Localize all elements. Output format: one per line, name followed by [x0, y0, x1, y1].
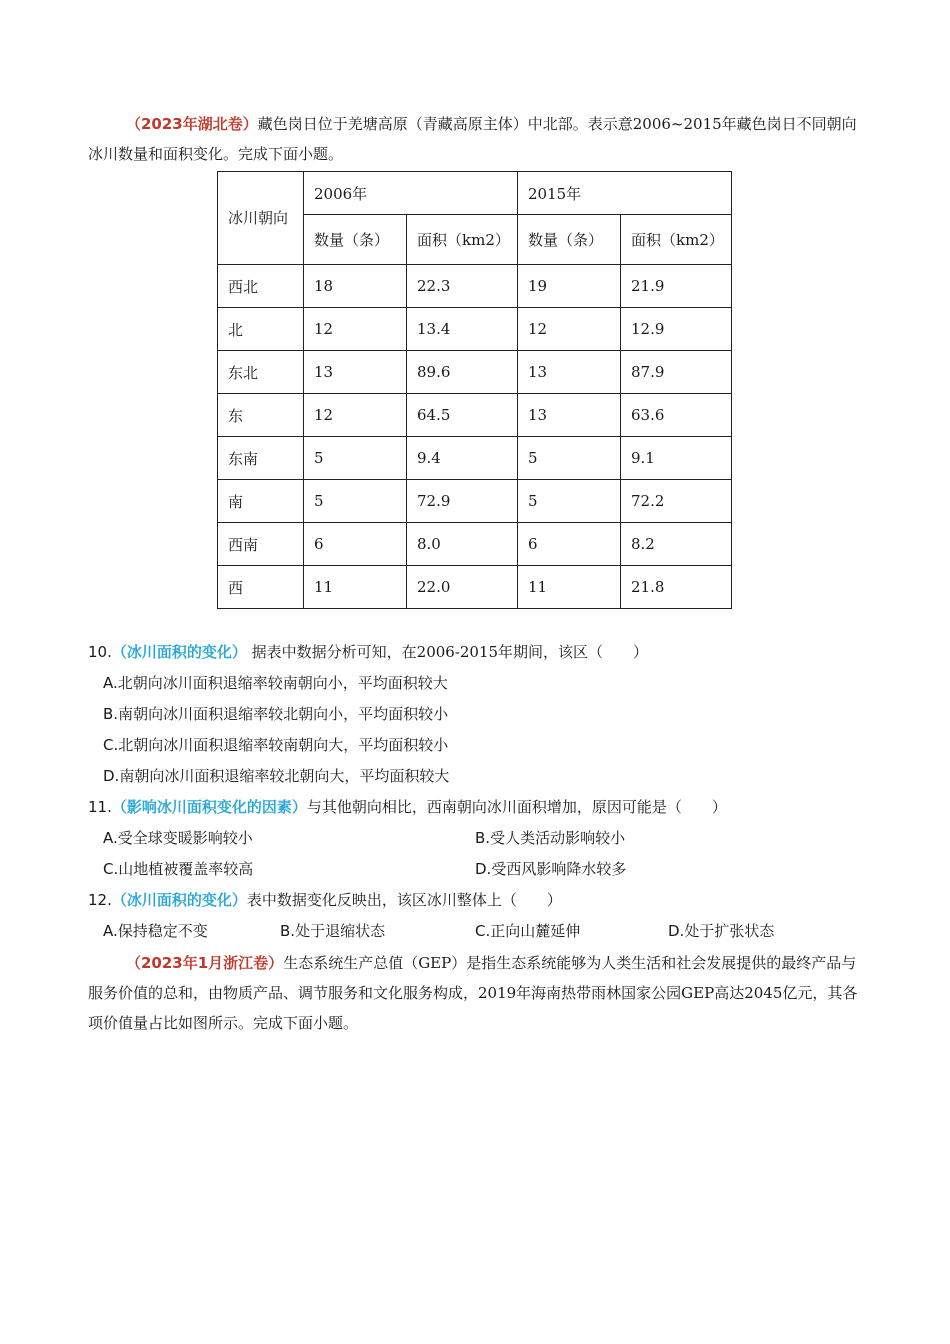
table-row	[218, 351, 732, 394]
option-text: 受人类活动影响较小	[490, 829, 626, 847]
topic-tag: （冰川面积的变化）	[111, 643, 247, 661]
cell-count-2006: 5	[304, 437, 407, 480]
question-11-stem	[88, 795, 727, 819]
table-row	[218, 437, 732, 480]
cell-count-2006: 11	[304, 566, 407, 609]
cell-count-2006: 18	[304, 265, 407, 308]
option-text: 南朝向冰川面积退缩率较北朝向大，平均面积较大	[119, 767, 450, 785]
option-c	[103, 733, 448, 757]
option-c	[103, 857, 253, 881]
option-a	[103, 826, 253, 850]
cell-area-2006: 9.4	[407, 437, 518, 480]
option-letter: D.	[103, 767, 120, 785]
cell-area-2015: 21.8	[621, 566, 732, 609]
cell-direction: 东北	[218, 351, 304, 394]
cell-count-2015: 11	[518, 566, 621, 609]
cell-count-2015: 5	[518, 480, 621, 523]
option-a	[103, 919, 208, 943]
intro-text: 藏色岗日位于羌塘高原（青藏高原主体）中北部。表示意2006~2015年藏色岗日不同朝向冰川数量和面积变化。完成下面小题。	[88, 115, 857, 163]
cell-area-2015: 12.9	[621, 308, 732, 351]
option-letter: C.	[475, 922, 491, 940]
option-letter: B.	[103, 705, 119, 723]
option-letter: B.	[280, 922, 296, 940]
table-row	[218, 394, 732, 437]
cell-direction: 东	[218, 394, 304, 437]
option-letter: A.	[103, 829, 118, 847]
table-row	[218, 480, 732, 523]
cell-count-2015: 13	[518, 351, 621, 394]
option-text: 受全球变暖影响较小	[117, 829, 253, 847]
header-area-2006: 面积（km2）	[407, 215, 518, 265]
table-row	[218, 523, 732, 566]
option-text: 处于退缩状态	[295, 922, 386, 940]
cell-count-2015: 6	[518, 523, 621, 566]
intro-paragraph-2	[88, 948, 863, 1038]
question-number: 11.	[88, 798, 112, 816]
question-number: 12.	[88, 891, 112, 909]
option-text: 处于扩张状态	[684, 922, 775, 940]
cell-area-2006: 13.4	[407, 308, 518, 351]
option-letter: B.	[475, 829, 491, 847]
cell-count-2015: 12	[518, 308, 621, 351]
cell-area-2006: 64.5	[407, 394, 518, 437]
option-text: 北朝向冰川面积退缩率较南朝向大，平均面积较小	[118, 736, 449, 754]
intro-paragraph-1	[88, 109, 863, 169]
option-text: 保持稳定不变	[117, 922, 208, 940]
cell-count-2006: 13	[304, 351, 407, 394]
option-letter: A.	[103, 674, 118, 692]
cell-count-2006: 12	[304, 394, 407, 437]
option-b	[103, 702, 448, 726]
cell-area-2015: 63.6	[621, 394, 732, 437]
option-d	[668, 919, 774, 943]
header-area-2015: 面积（km2）	[621, 215, 732, 265]
question-text: 与其他朝向相比，西南朝向冰川面积增加，原因可能是（ ）	[306, 798, 727, 816]
cell-count-2015: 5	[518, 437, 621, 480]
table-row	[218, 566, 732, 609]
question-number: 10.	[88, 643, 112, 661]
option-c	[475, 919, 580, 943]
cell-direction: 西南	[218, 523, 304, 566]
option-letter: D.	[475, 860, 492, 878]
option-letter: C.	[103, 860, 119, 878]
cell-direction: 西	[218, 566, 304, 609]
cell-area-2006: 72.9	[407, 480, 518, 523]
header-count-2015: 数量（条）	[518, 215, 621, 265]
cell-area-2006: 22.3	[407, 265, 518, 308]
cell-area-2015: 72.2	[621, 480, 732, 523]
option-a	[103, 671, 448, 695]
option-d	[103, 764, 449, 788]
cell-direction: 南	[218, 480, 304, 523]
intro-text: 生态系统生产总值（GEP）是指生态系统能够为人类生活和社会发展提供的最终产品与服务价值的总和，由物质产品、调节服务和文化服务构成，2019年海南热带雨林国家公园GEP高达2045亿元，其各项价值量占比如图所示。完成下面小题。	[88, 954, 858, 1032]
header-count-2006: 数量（条）	[304, 215, 407, 265]
cell-area-2006: 22.0	[407, 566, 518, 609]
cell-count-2006: 6	[304, 523, 407, 566]
source-label: （2023年1月浙江卷）	[126, 954, 284, 972]
option-d	[475, 857, 626, 881]
cell-direction: 北	[218, 308, 304, 351]
question-text: 表中数据变化反映出，该区冰川整体上（ ）	[246, 891, 562, 909]
cell-area-2015: 9.1	[621, 437, 732, 480]
question-10-stem	[88, 640, 648, 664]
cell-count-2006: 5	[304, 480, 407, 523]
cell-area-2015: 87.9	[621, 351, 732, 394]
cell-direction: 西北	[218, 265, 304, 308]
option-text: 北朝向冰川面积退缩率较南朝向小，平均面积较大	[117, 674, 448, 692]
option-b	[475, 826, 625, 850]
source-label: （2023年湖北卷）	[126, 115, 258, 133]
option-text: 山地植被覆盖率较高	[118, 860, 254, 878]
option-letter: A.	[103, 922, 118, 940]
topic-tag: （影响冰川面积变化的因素）	[111, 798, 307, 816]
option-text: 正向山麓延伸	[490, 922, 581, 940]
glacier-table	[217, 171, 732, 609]
option-letter: D.	[668, 922, 685, 940]
cell-area-2015: 21.9	[621, 265, 732, 308]
table-row	[218, 265, 732, 308]
cell-area-2006: 8.0	[407, 523, 518, 566]
cell-count-2015: 19	[518, 265, 621, 308]
cell-count-2015: 13	[518, 394, 621, 437]
option-letter: C.	[103, 736, 119, 754]
question-12-stem	[88, 888, 562, 912]
option-text: 南朝向冰川面积退缩率较北朝向小，平均面积较小	[118, 705, 449, 723]
cell-area-2015: 8.2	[621, 523, 732, 566]
topic-tag: （冰川面积的变化）	[111, 891, 247, 909]
cell-area-2006: 89.6	[407, 351, 518, 394]
option-b	[280, 919, 385, 943]
header-orientation: 冰川朝向	[218, 172, 304, 265]
header-year-2006: 2006年	[304, 172, 518, 215]
option-text: 受西风影响降水较多	[491, 860, 627, 878]
table-row	[218, 308, 732, 351]
header-year-2015: 2015年	[518, 172, 732, 215]
question-text: 据表中数据分析可知，在2006-2015年期间，该区（ ）	[246, 643, 649, 661]
cell-direction: 东南	[218, 437, 304, 480]
cell-count-2006: 12	[304, 308, 407, 351]
